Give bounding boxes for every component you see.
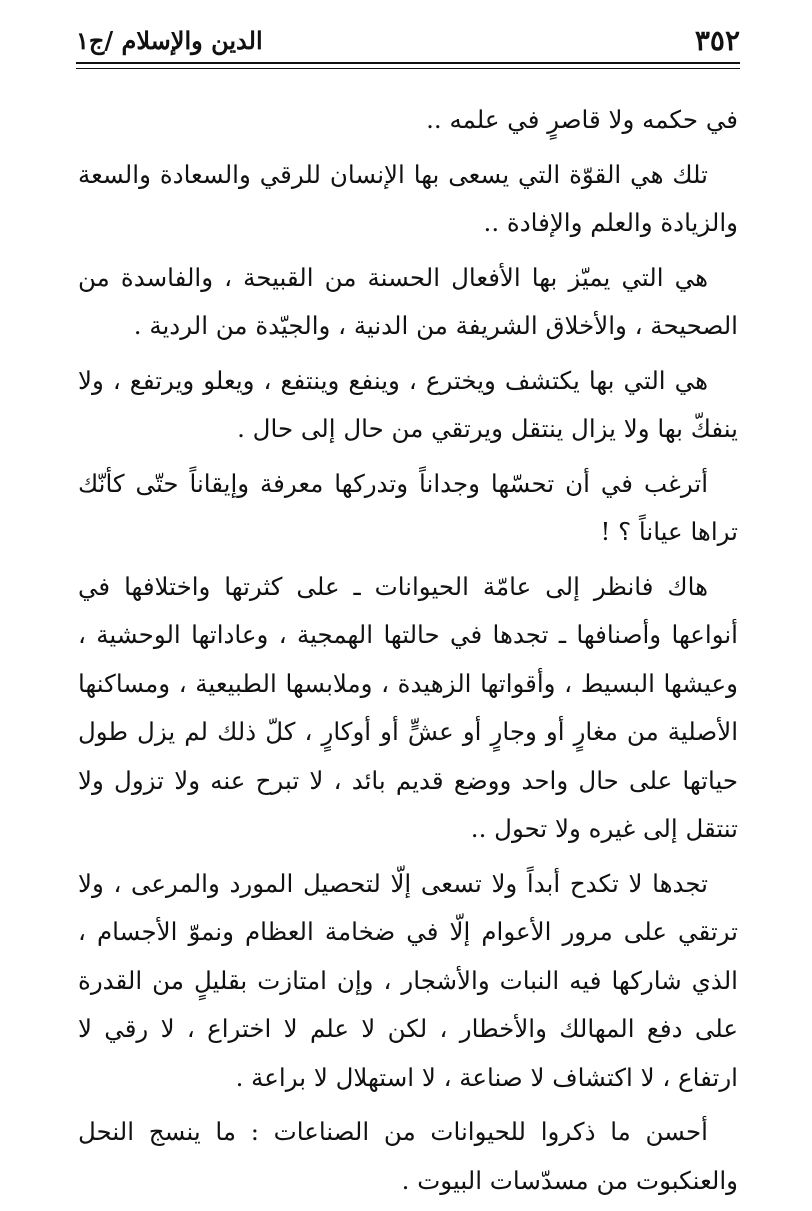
paragraph-4: هي التي بها يكتشف ويخترع ، وينفع وينتفع ، ويعلو ويرتفع ، ولا ينفكّ بها ولا يزال ينتقل ويرتقي من حال إلى حال . bbox=[78, 365, 738, 443]
paragraph-8: أحسن ما ذكروا للحيوانات من الصناعات : ما ينسج النحل والعنكبوت من مسدّسات البيوت . bbox=[78, 1117, 738, 1195]
paragraph-1: في حكمه ولا قاصرٍ في علمه .. bbox=[426, 105, 738, 134]
paragraph-6: هاك فانظر إلى عامّة الحيوانات ـ على كثرتها واختلافها في أنواعها وأصنافها ـ تجدها في حالتها الهمجية ، وعاداتها الوحشية ، وعيشها البسيط ، وأقواتها الزهيدة ، وملابسها الطبيعية ، ومساكنها الأصلية من مغارٍ أو وجارٍ أو عشٍّ أو أوكارٍ ، كلّ ذلك لم يزل طول حياتها على حال واحد ووضع قديم بائد ، لا تبرح عنه ولا تزول ولا تنتقل إلى غيره ولا تحول .. bbox=[78, 571, 738, 843]
paragraph-3: هي التي يميّز بها الأفعال الحسنة من القبيحة ، والفاسدة من الصحيحة ، والأخلاق الشريفة من الدنية ، والجيّدة من الردية . bbox=[78, 262, 738, 340]
paragraph-7: تجدها لا تكدح أبداً ولا تسعى إلّا لتحصيل المورد والمرعى ، ولا ترتقي على مرور الأعوام إلّا في ضخامة العظام ونموّ الأجسام ، الذي شاركها فيه النبات والأشجار ، وإن امتازت بقليلٍ من القدرة على دفع المهالك والأخطار ، لكن لا علم لا اختراع ، لا رقي لا ارتفاع ، لا اكتشاف لا صناعة ، لا استهلال لا براعة . bbox=[78, 868, 738, 1092]
header-rule bbox=[76, 62, 740, 69]
paragraph-5: أترغب في أن تحسّها وجداناً وتدركها معرفة وإيقاناً حتّى كأنّك تراها عياناً ؟ ! bbox=[78, 468, 738, 546]
page-number: ٣٥٢ bbox=[694, 24, 740, 57]
running-title: الدين والإسلام /ج١ bbox=[76, 26, 263, 55]
page-header bbox=[76, 22, 740, 60]
body-text bbox=[78, 96, 738, 1211]
paragraph-2: تلك هي القوّة التي يسعى بها الإنسان للرقي والسعادة والسعة والزيادة والعلم والإفادة .. bbox=[78, 159, 738, 237]
